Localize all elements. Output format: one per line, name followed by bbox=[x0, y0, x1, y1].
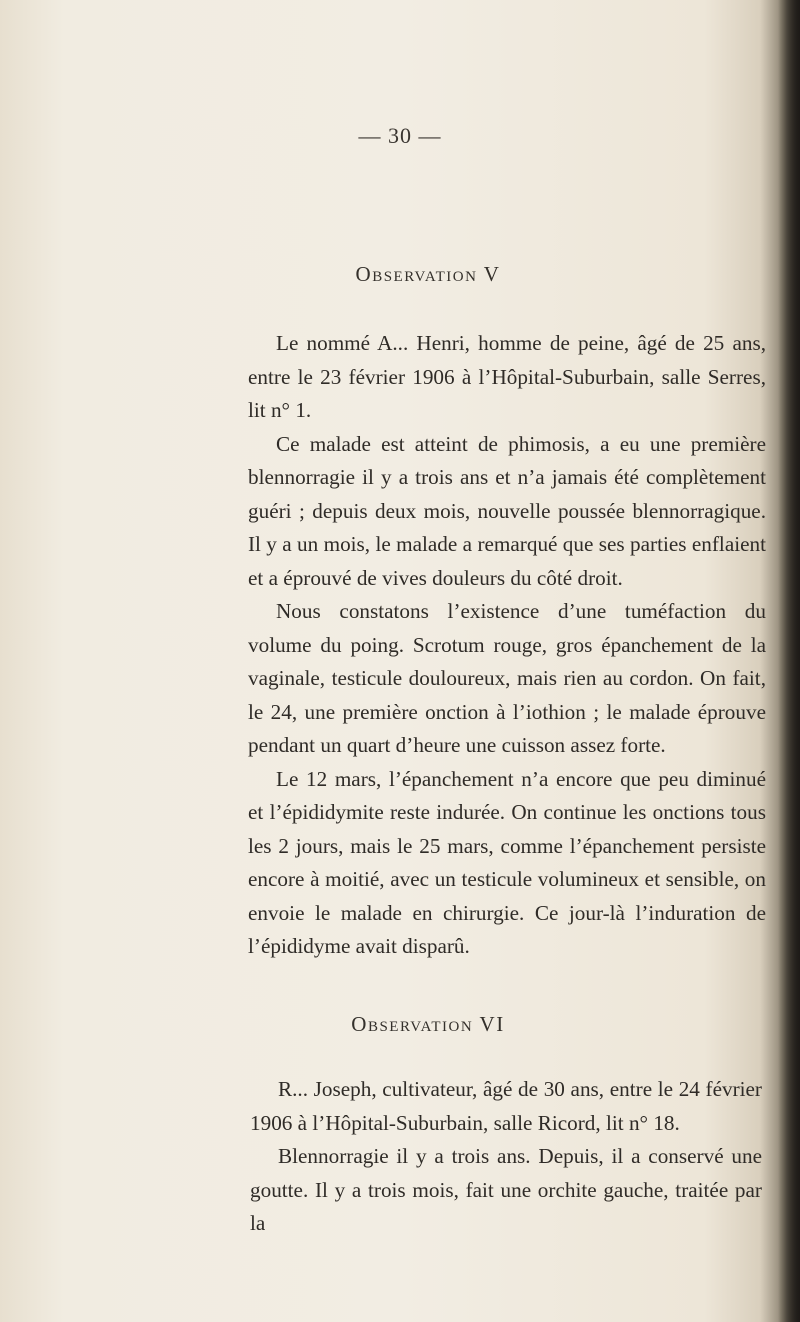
observation-6-body bbox=[250, 1073, 762, 1241]
page-number: — 30 — bbox=[358, 123, 442, 148]
observation-5-heading: Observation V bbox=[355, 262, 501, 286]
observation-5-paragraph-4: Le 12 mars, l’épanchement n’a encore que peu diminué et l’épididymite reste indurée. On continue les onctions tous les 2 jours, mais le 25 mars, comme l’épanchement persiste encore à moitié, avec un testicule volumineux et sensible, on envoie le malade en chirurgie. Ce jour-là l’induration de l’épididyme avait disparû. bbox=[248, 766, 766, 958]
observation-6-paragraph-1: R... Joseph, cultivateur, âgé de 30 ans, entre le 24 février 1906 à l’Hôpital-Suburbain, salle Ricord, lit n° 18. bbox=[250, 1077, 762, 1135]
observation-5-body bbox=[248, 327, 766, 964]
observation-5-paragraph-3: Nous constatons l’existence d’une tuméfaction du volume du poing. Scrotum rouge, gros épanchement de la vaginale, testicule douloureux, mais rien au cordon. On fait, le 24, une première onction à l’iothion ; le malade éprouve pendant un quart d’heure une cuisson assez forte. bbox=[248, 599, 766, 757]
observation-6-heading: Observation VI bbox=[351, 1012, 505, 1036]
page-edge-shadow bbox=[778, 0, 800, 1322]
observation-5-paragraph-1: Le nommé A... Henri, homme de peine, âgé de 25 ans, entre le 23 février 1906 à l’Hôpital-Suburbain, salle Serres, lit n° 1. bbox=[248, 331, 766, 422]
observation-5-paragraph-2: Ce malade est atteint de phimosis, a eu une première blennorragie il y a trois ans et n’a jamais été complètement guéri ; depuis deux mois, nouvelle poussée blennorragique. Il y a un mois, le malade a remarqué que ses parties enflaient et a éprouvé de vives douleurs du côté droit. bbox=[248, 431, 766, 590]
observation-6-paragraph-2: Blennorragie il y a trois ans. Depuis, il a conservé une goutte. Il y a trois mois, fait une orchite gauche, traitée par la bbox=[250, 1144, 762, 1235]
